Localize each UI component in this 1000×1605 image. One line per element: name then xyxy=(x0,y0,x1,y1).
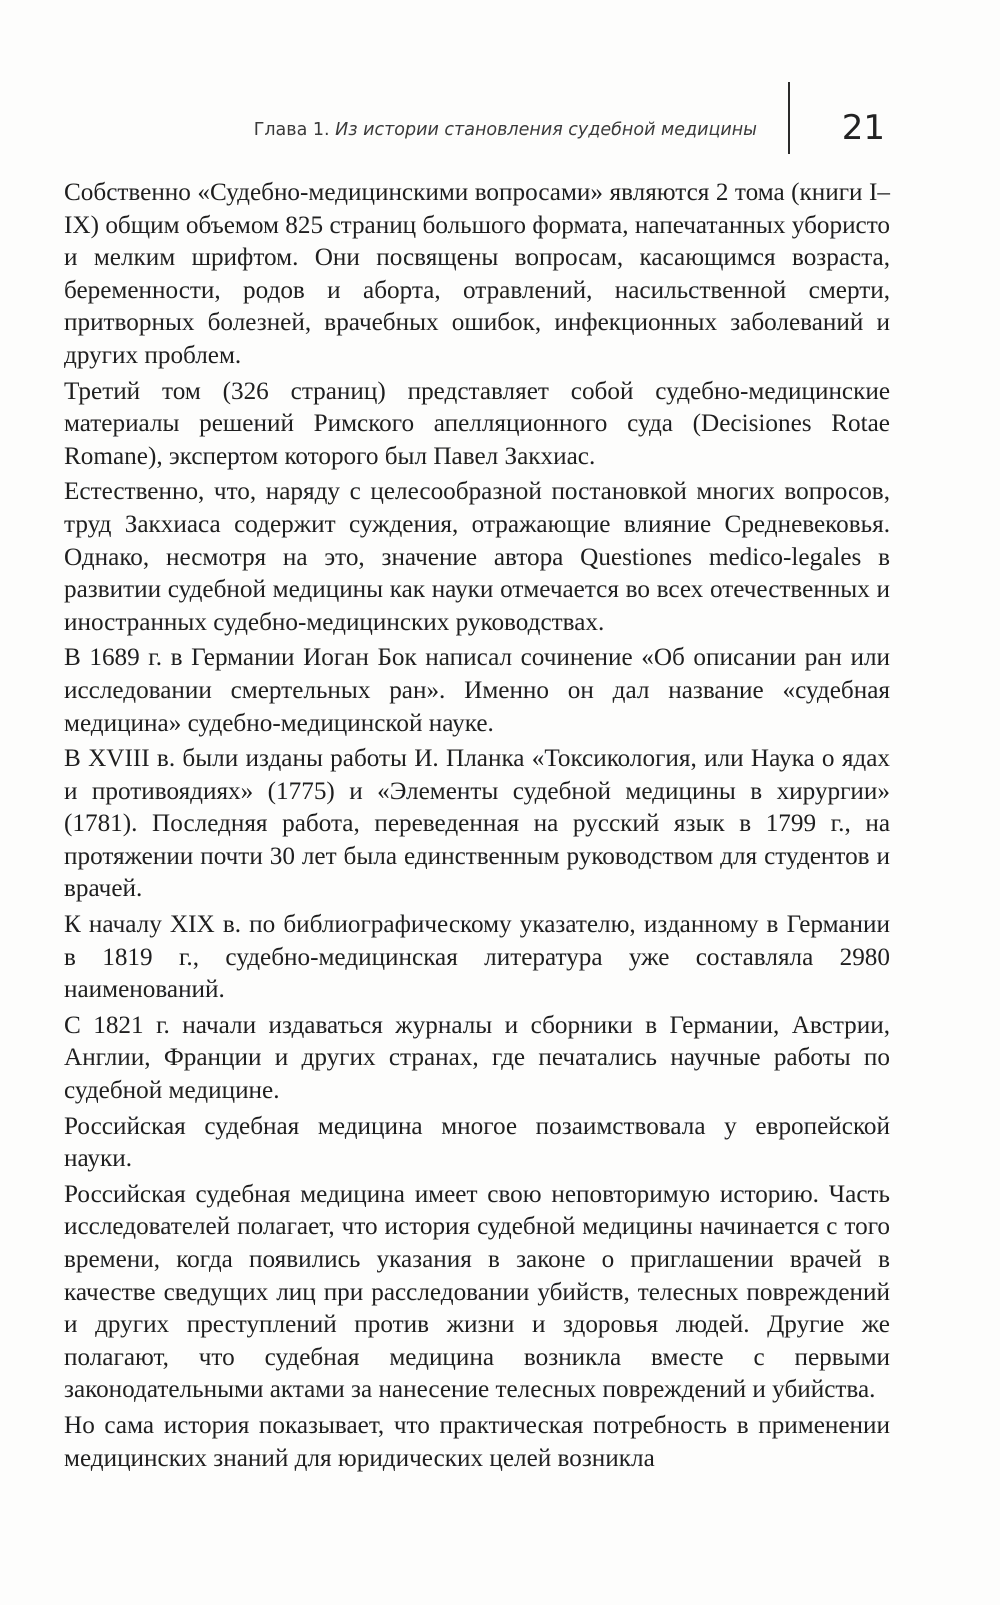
running-header-text xyxy=(254,120,757,140)
running-header xyxy=(90,108,885,160)
body-text xyxy=(64,177,890,1478)
paragraph: Но сама история показывает, что практическая потребность в применении медицинских знаний для юридических целей возникла xyxy=(64,1411,890,1472)
paragraph: Третий том (326 страниц) представляет собой судебно-медицинские материалы решений Римского апелляционного суда (Decisiones Rotae Romane), экспертом которого был Павел Закхиас. xyxy=(64,377,890,470)
paragraph: Естественно, что, наряду с целесообразной постановкой многих вопросов, труд Закхиаса содержит суждения, отражающие влияние Средневековья. Однако, несмотря на это, значение автора Questiones medico-legales в развитии судебной медицины как науки отмечается во всех отечественных и иностранных судебно-медицинских руководствах. xyxy=(64,478,890,636)
paragraph: Собственно «Судебно-медицинскими вопросами» являются 2 тома (книги I–IX) общим объемом 825 страниц большого формата, напечатанных убористо и мелким шрифтом. Они посвящены вопросам, касающимся возраста, беременности, родов и аборта, отравлений, насильственной смерти, притворных болезней, врачебных ошибок, инфекционных заболеваний и других проблем. xyxy=(64,179,890,369)
paragraph: Российская судебная медицина имеет свою неповторимую историю. Часть исследователей полагает, что история судебной медицины начинается с того времени, когда появились указания в законе о приглашении врачей в качестве сведущих лиц при расследовании убийств, телесных повреждений и других преступлений против жизни и здоровья людей. Другие же полагают, что судебная медицина возникла вместе с первыми законодательными актами за нанесение телесных повреждений и убийства. xyxy=(64,1180,890,1404)
paragraph: Российская судебная медицина многое позаимствовала у европейской науки. xyxy=(64,1112,890,1173)
chapter-label: Глава 1. xyxy=(253,120,330,140)
paragraph: К началу XIX в. по библиографическому указателю, изданному в Германии в 1819 г., судебно-медицинская литература уже составляла 2980 наименований. xyxy=(64,911,890,1004)
header-divider xyxy=(788,82,790,154)
paragraph: С 1821 г. начали издаваться журналы и сборники в Германии, Австрии, Англии, Франции и других странах, где печатались научные работы по судебной медицине. xyxy=(64,1011,890,1105)
paragraph: В 1689 г. в Германии Иоган Бок написал сочинение «Об описании ран или исследовании смертельных ран». Именно он дал название «судебная медицина» судебно-медицинской науке. xyxy=(64,644,890,737)
chapter-title: Из истории становления судебной медицины xyxy=(335,120,757,140)
paragraph: В XVIII в. были изданы работы И. Планка «Токсикология, или Наука о ядах и противоядиях» (1775) и «Элементы судебной медицины в хирургии» (1781). Последняя работа, переведенная на русский язык в 1799 г., на протяжении почти 30 лет была единственным руководством для студентов и врачей. xyxy=(64,745,890,903)
page-number: 21 xyxy=(841,108,885,148)
